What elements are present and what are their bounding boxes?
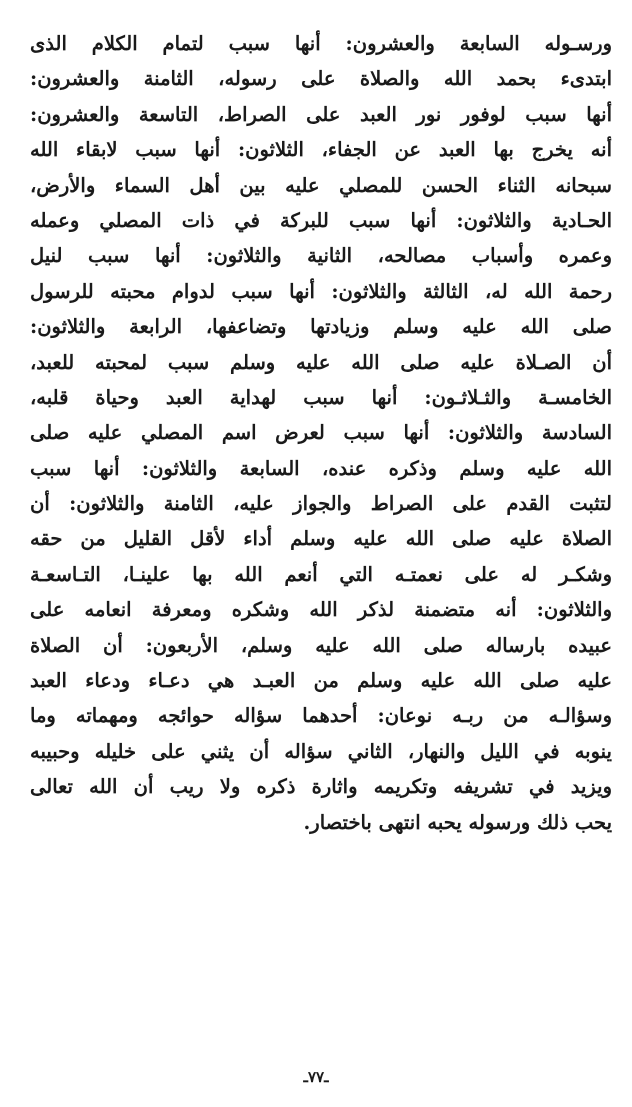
page-number: ـ٧٧ـ bbox=[303, 1068, 329, 1086]
text-line: سبحانه الثناء الحسن للمصلي عليه بين أهل السماء والأرض، bbox=[30, 173, 612, 197]
text-line: ينوبه في الليل والنهار، الثاني سؤاله أن يثني على خليله وحبيبه bbox=[30, 739, 612, 763]
page-footer bbox=[0, 1064, 632, 1090]
text-line: ورسـوله السابعة والعشرون: أنها سبب لتمام الكلام الذى bbox=[30, 32, 612, 55]
text-line: صلى الله عليه وسلم وزيادتها وتضاعفها، الرابعة والثلاثون: bbox=[30, 315, 612, 339]
text-line: الله عليه وسلم وذكره عنده، السابعة والثلاثون: أنها سبب bbox=[30, 456, 612, 480]
text-line: الصلاة عليه صلى الله عليه وسلم أداء لأقل القليل من حقه bbox=[30, 527, 612, 551]
text-line: الحـادية والثلاثون: أنها سبب للبركة في ذات المصلي وعمله bbox=[30, 208, 612, 232]
text-line: يحب ذلك ورسوله يحبه انتهى باختصار. bbox=[303, 810, 612, 834]
text-line: السادسة والثلاثون: أنها سبب لعرض اسم المصلي عليه صلى bbox=[30, 421, 612, 445]
text-line: ابتدىء بحمد الله والصلاة على رسوله، الثامنة والعشرون: bbox=[30, 67, 612, 91]
text-line: عليه صلى الله عليه وسلم من العبـد هي دعـاء ودعاء العبد bbox=[30, 669, 612, 693]
text-line: أنه يخرج بها العبد عن الجفاء، الثلاثون: أنها سبب لابقاء الله bbox=[30, 138, 612, 162]
text-line: والثلاثون: أنه متضمنة لذكر الله وشكره ومعرفة انعامه على bbox=[30, 598, 612, 622]
text-line: ويزيد في تشريفه وتكريمه واثارة ذكره ولا ريب أن الله تعالى bbox=[30, 775, 612, 799]
text-line: عبيده بارساله صلى الله عليه وسلم، الأربعون: أن الصلاة bbox=[30, 633, 612, 657]
text-line: أنها سبب لوفور نور العبد على الصراط، التاسعة والعشرون: bbox=[30, 102, 612, 126]
text-line: رحمة الله له، الثالثة والثلاثون: أنها سبب لدوام محبته للرسول bbox=[30, 279, 612, 303]
text-line: وشكـر له على نعمتـه التي أنعم الله بها علينـا، التـاسعـة bbox=[30, 562, 612, 586]
body-text bbox=[30, 26, 612, 840]
text-line: وسؤالـه من ربـه نوعان: أحدهما سؤاله حوائجه ومهماته وما bbox=[30, 704, 612, 728]
text-line: وعمره وأسباب مصالحه، الثانية والثلاثون: أنها سبب لنيل bbox=[30, 244, 612, 268]
text-line: الخامسـة والثـلاثـون: أنها سبب لهداية العبد وحياة قلبه، bbox=[30, 385, 612, 409]
text-line: لتثبت القدم على الصراط والجواز عليه، الثامنة والثلاثون: أن bbox=[30, 492, 612, 516]
text-line: أن الصـلاة عليه صلى الله عليه وسلم سبب لمحبته للعبد، bbox=[30, 350, 612, 374]
